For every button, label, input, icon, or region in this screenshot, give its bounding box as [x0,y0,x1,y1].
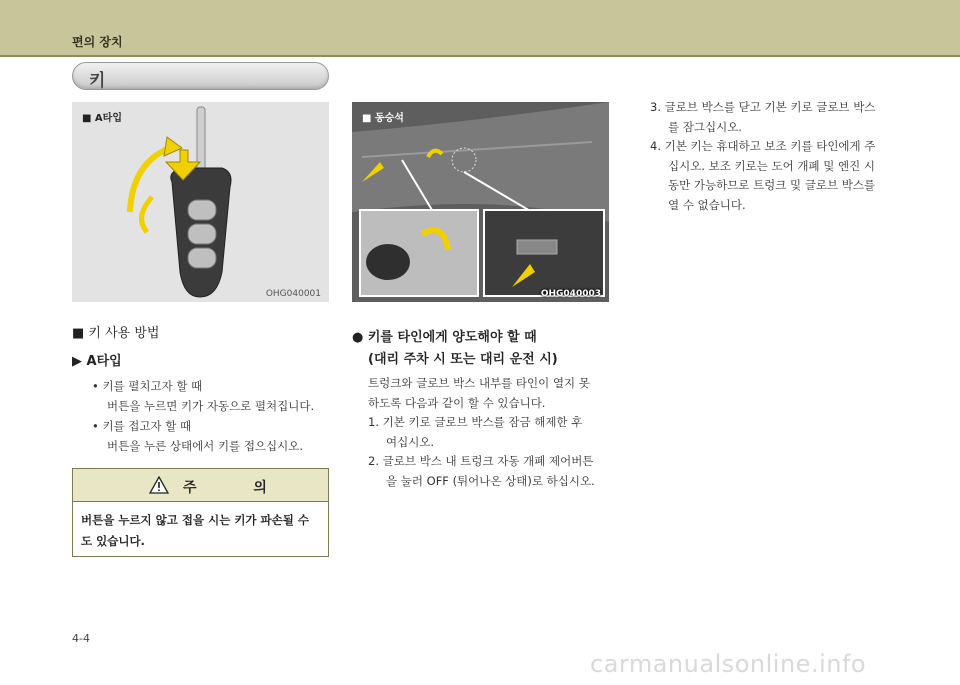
text-line: 십시오. 보조 키로는 도어 개폐 및 엔진 시 [668,158,875,173]
bullet-fold: • 키를 접고자 할 때 [92,419,192,433]
figure-passenger-glovebox [352,102,609,302]
text-line: 동만 가능하므로 트렁크 및 글로브 박스를 [668,178,876,192]
steps-continued [650,98,895,215]
figure-label: ■ 동승석 [362,113,404,124]
section-title: 키 [89,71,106,91]
warning-triangle-icon [149,476,169,494]
text-line: 열 수 없습니다. [668,197,746,212]
text-line: 1. 기본 키로 글로브 박스를 잠금 해제한 후 [368,415,583,429]
text-line: 3. 글로브 박스를 닫고 기본 키로 글로브 박스 [650,100,876,114]
text-line: 2. 글로브 박스 내 트렁크 자동 개폐 제어버튼 [368,454,594,468]
text-line: 4. 기본 키는 휴대하고 보조 키를 타인에게 주 [650,139,876,153]
bullet-unfold-desc: 버튼을 누르면 키가 자동으로 펼쳐집니다. [107,399,315,413]
smart-key-illustration [72,102,329,302]
caution-body [73,502,328,560]
page-number: 4-4 [72,632,90,645]
caution-line: 버튼을 누르지 않고 접을 시는 키가 파손될 수 [81,513,309,527]
header-band [0,0,960,55]
usage-heading: ■ 키 사용 방법 [72,326,160,341]
text-line: 을 눌러 OFF (튀어나온 상태)로 하십시오. [386,473,595,488]
figure-label: ■ A타입 [82,113,122,124]
figure-code: OHG040003 [540,289,601,299]
text-line: 여십시오. [386,434,435,449]
text-line: 를 잠그십시오. [668,119,742,134]
figure-key-type-a [72,102,329,302]
handover-intro [368,374,614,491]
header-divider [0,55,960,57]
glovebox-illustration [352,102,609,302]
bullet-unfold: • 키를 펼치고자 할 때 [92,379,203,393]
page-header-title: 편의 장치 [72,35,123,49]
watermark: carmanualsonline.info [590,650,867,678]
handover-subheading: (대리 주차 시 또는 대리 운전 시) [368,352,558,367]
type-a-subheading: ▶ A타입 [72,354,122,369]
text-line: 트렁크와 글로브 박스 내부를 타인이 열지 못 [368,376,590,390]
figure-code: OHG040001 [265,289,321,299]
caution-line: 도 있습니다. [81,534,145,548]
bullet-fold-desc: 버튼을 누른 상태에서 키를 접으십시오. [107,439,304,453]
handover-heading: ● 키를 타인에게 양도해야 할 때 [352,330,537,345]
text-line: 하도록 다음과 같이 할 수 있습니다. [368,395,546,410]
caution-title: 주 의 [183,480,293,496]
caution-header [73,469,328,502]
caution-box [72,468,329,557]
section-title-pill [72,62,329,90]
